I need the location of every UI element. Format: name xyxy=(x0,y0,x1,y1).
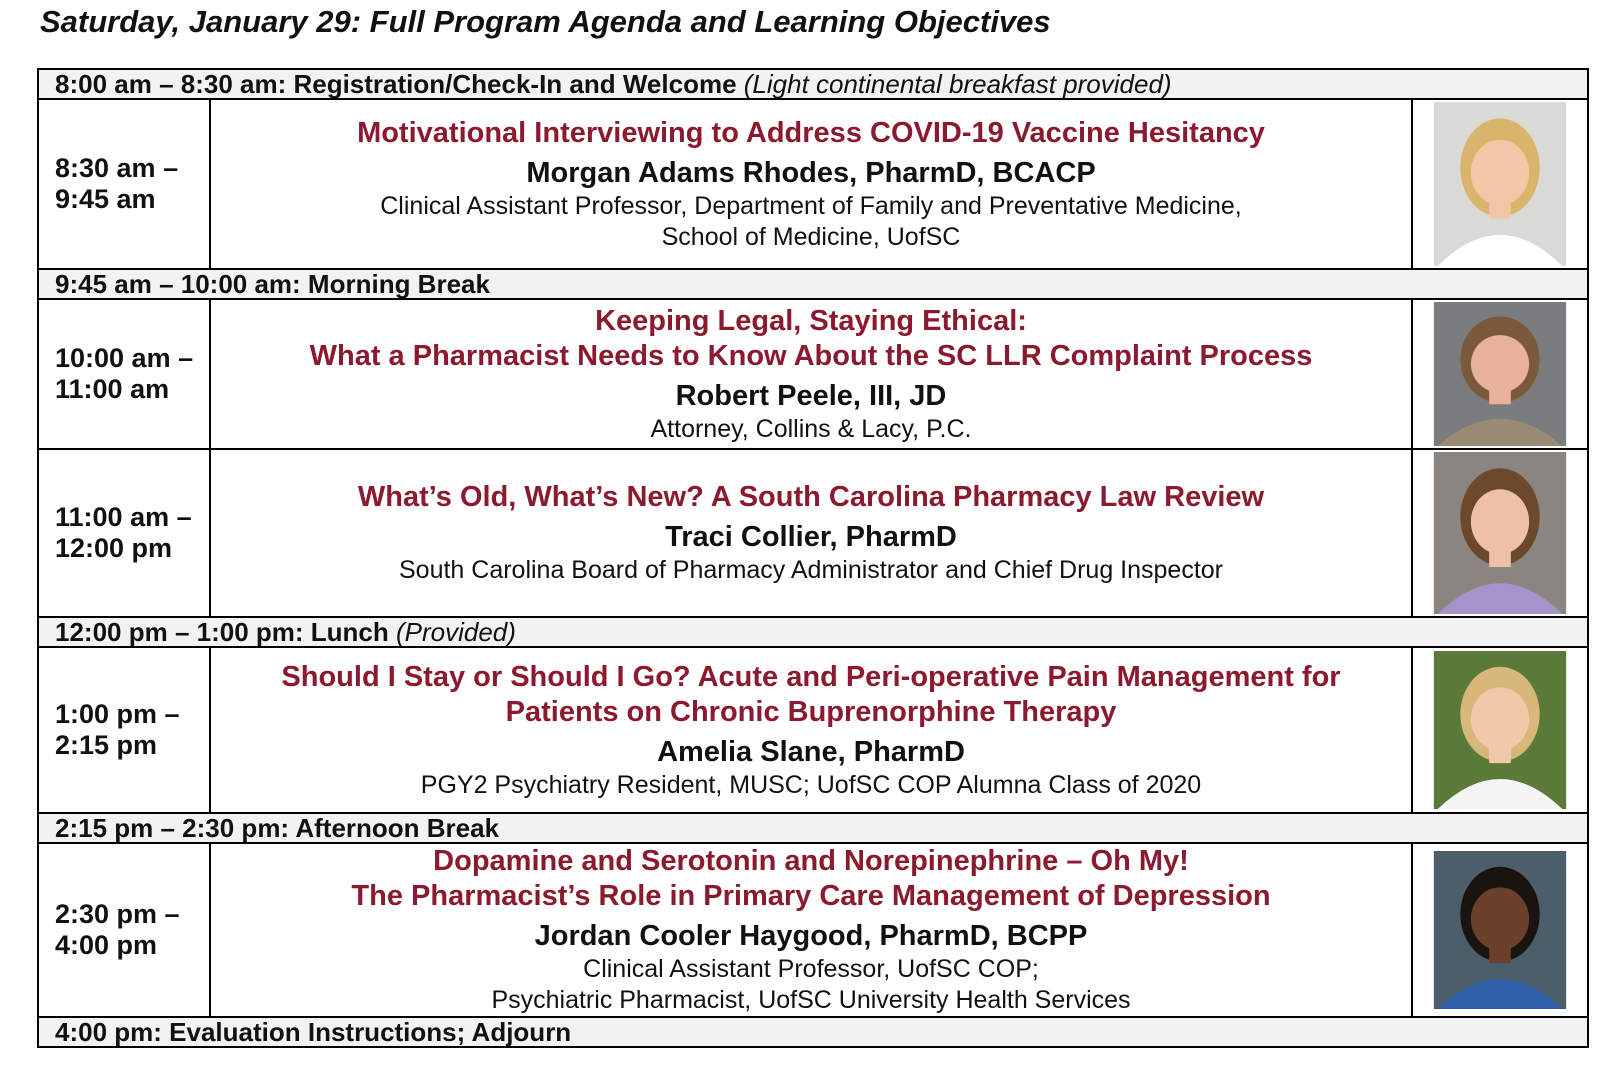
speaker-affiliation: Clinical Assistant Professor, UofSC COP; Psychiatric Pharmacist, UofSC University Health Services xyxy=(491,955,1131,1014)
session-time: 10:00 am – 11:00 am xyxy=(38,299,210,449)
speaker-photo-icon xyxy=(1433,302,1567,446)
speaker-affiliation: Clinical Assistant Professor, Department of Family and Preventative Medicine, School of Medicine, UofSC xyxy=(380,191,1242,251)
band-text: 12:00 pm – 1:00 pm: Lunch xyxy=(55,617,396,647)
band-text: 8:00 am – 8:30 am: Registration/Check-In and Welcome xyxy=(55,69,744,99)
speaker-photo-icon xyxy=(1433,452,1567,614)
agenda-band-row xyxy=(38,69,1588,99)
speaker-name: Robert Peele, III, JD xyxy=(675,379,947,412)
session-time: 11:00 am – 12:00 pm xyxy=(38,449,210,617)
session-title: Dopamine and Serotonin and Norepinephrine – Oh My! The Pharmacist’s Role in Primary Care Management of Depression xyxy=(351,845,1271,912)
agenda-table xyxy=(37,68,1589,1048)
session-row xyxy=(38,647,1588,813)
session-time: 2:30 pm – 4:00 pm xyxy=(38,843,210,1017)
speaker-affiliation: PGY2 Psychiatry Resident, MUSC; UofSC COP Alumna Class of 2020 xyxy=(420,770,1202,799)
agenda-band-row xyxy=(38,813,1588,843)
session-details xyxy=(210,299,1412,449)
session-row xyxy=(38,843,1588,1017)
session-row xyxy=(38,99,1588,269)
agenda-band-row xyxy=(38,617,1588,647)
session-details xyxy=(210,843,1412,1017)
session-row xyxy=(38,449,1588,617)
speaker-name: Jordan Cooler Haygood, PharmD, BCPP xyxy=(534,920,1088,952)
agenda-band-row xyxy=(38,1017,1588,1047)
session-details xyxy=(210,99,1412,269)
speaker-photo-icon xyxy=(1433,651,1567,809)
band-text: 9:45 am – 10:00 am: Morning Break xyxy=(55,269,490,299)
session-time: 8:30 am – 9:45 am xyxy=(38,99,210,269)
speaker-name: Amelia Slane, PharmD xyxy=(657,735,965,768)
speaker-affiliation: South Carolina Board of Pharmacy Administrator and Chief Drug Inspector xyxy=(398,556,1224,584)
speaker-photo-icon xyxy=(1433,851,1567,1009)
session-row xyxy=(38,299,1588,449)
speaker-name: Traci Collier, PharmD xyxy=(665,521,957,553)
session-details xyxy=(210,647,1412,813)
speaker-affiliation: Attorney, Collins & Lacy, P.C. xyxy=(650,414,972,443)
speaker-name: Morgan Adams Rhodes, PharmD, BCACP xyxy=(526,156,1096,189)
session-title: Keeping Legal, Staying Ethical: What a Pharmacist Needs to Know About the SC LLR Complaint Process xyxy=(309,304,1313,372)
band-text: 4:00 pm: Evaluation Instructions; Adjourn xyxy=(55,1017,572,1047)
session-title: Should I Stay or Should I Go? Acute and Peri-operative Pain Management for Patients on Chronic Buprenorphine Therapy xyxy=(281,660,1341,728)
session-details xyxy=(210,449,1412,617)
page-title: Saturday, January 29: Full Program Agenda and Learning Objectives xyxy=(40,4,1051,39)
speaker-photo-icon xyxy=(1433,102,1567,266)
band-note: (Provided) xyxy=(395,617,516,647)
band-note: (Light continental breakfast provided) xyxy=(743,69,1172,99)
agenda-band-row xyxy=(38,269,1588,299)
band-text: 2:15 pm – 2:30 pm: Afternoon Break xyxy=(55,813,500,843)
session-title: What’s Old, What’s New? A South Carolina Pharmacy Law Review xyxy=(357,481,1265,513)
session-time: 1:00 pm – 2:15 pm xyxy=(38,647,210,813)
session-title: Motivational Interviewing to Address COVID-19 Vaccine Hesitancy xyxy=(357,116,1265,149)
